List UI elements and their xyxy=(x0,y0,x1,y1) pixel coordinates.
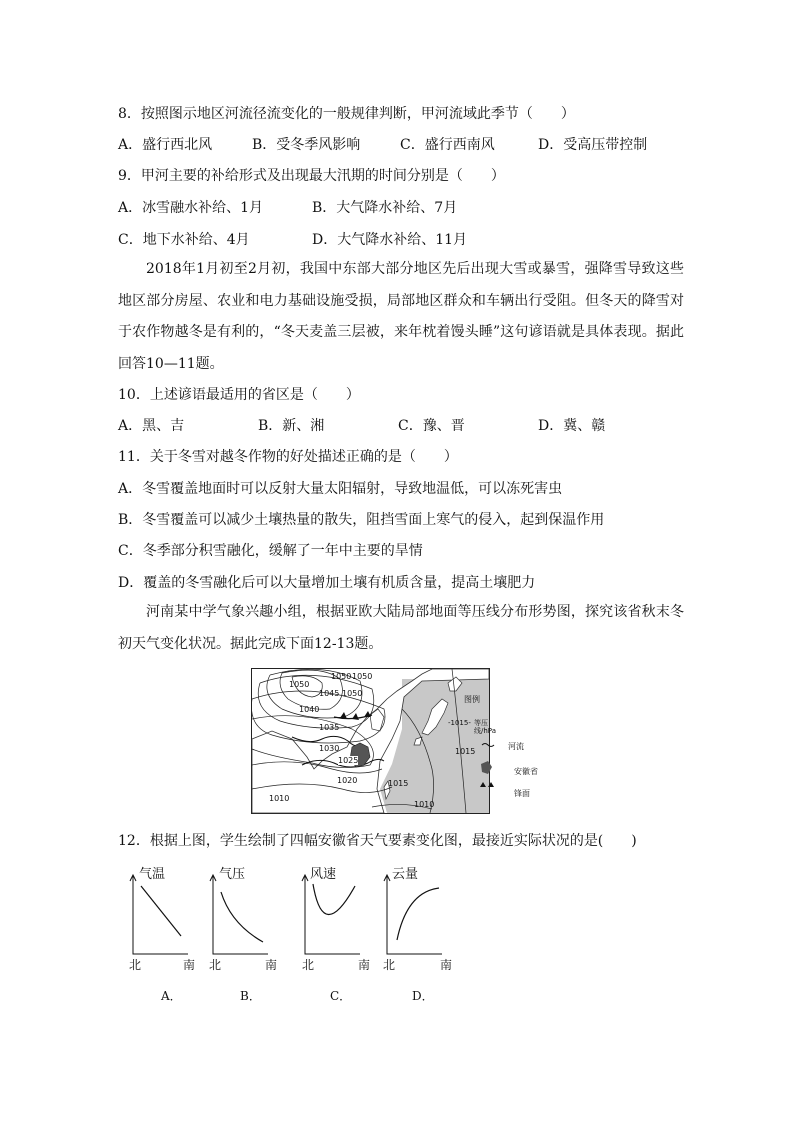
q10-option-c: C．豫、晋 xyxy=(398,418,465,434)
q11-option-a: A．冬雪覆盖地面时可以反射大量太阳辐射，导致地温低，可以冻死害虫 xyxy=(118,481,563,497)
chart-b-title: 气压 xyxy=(219,867,246,882)
isobar-label: 1015 xyxy=(455,747,476,756)
chart-b-x-left: 北 xyxy=(209,958,222,972)
legend-isobar-sample: -1015- xyxy=(448,719,471,727)
chart-a-x-left: 北 xyxy=(129,958,142,972)
q8-option-b: B．受冬季风影响 xyxy=(252,137,361,153)
legend-title: 图例 xyxy=(464,695,480,704)
q9-option-b: B．大气降水补给、7月 xyxy=(312,200,458,216)
mini-chart-axes xyxy=(213,876,268,954)
isobar-label: 1050 xyxy=(352,672,373,681)
q9-stem: 9．甲河主要的补给形式及出现最大汛期的时间分别是（ ） xyxy=(118,168,505,184)
q9-option-c: C．地下水补给、4月 xyxy=(118,232,250,248)
isobar-label: 1015 xyxy=(388,779,409,788)
isobar-label: 1010 xyxy=(414,800,435,809)
q10-stem: 10．上述谚语最适用的省区是（ ） xyxy=(118,387,360,403)
q11-option-b: B．冬雪覆盖可以减少土壤热量的散失，阻挡雪面上寒气的侵入，起到保温作用 xyxy=(118,512,605,528)
q8-option-c: C．盛行西南风 xyxy=(400,137,495,153)
isobar-label: 1025 xyxy=(338,756,359,765)
legend-front-label: 锋面 xyxy=(514,789,530,798)
q10-option-b: B．新、湘 xyxy=(258,418,325,434)
passage-snow: 2018年1月初至2月初，我国中东部大部分地区先后出现大雪或暴雪，强降雪导致这些地区部分房屋、农业和电力基础设施受损，局部地区群众和车辆出行受阻。但冬天的降雪对于农作物越冬是有利的，“冬天麦盖三层被，来年枕着馒头睡”这句谚语就是具体表现。据此回答10—11题。 xyxy=(118,261,684,372)
q11-option-c: C．冬季部分积雪融化，缓解了一年中主要的旱情 xyxy=(118,543,423,559)
q10-option-d: D．冀、赣 xyxy=(538,418,606,434)
isobar-label: 1030 xyxy=(319,744,340,753)
chart-a-x-right: 南 xyxy=(183,958,196,972)
chart-c-x-right: 南 xyxy=(358,958,371,972)
legend-isobar-label: 等压线/hPa xyxy=(474,719,496,735)
chart-c-x-left: 北 xyxy=(302,958,315,972)
isobar-label: 1010 xyxy=(269,794,290,803)
q10-option-a: A．黑、吉 xyxy=(118,418,185,434)
legend-anhui-label: 安徽省 xyxy=(514,767,538,776)
isobar-label: 1020 xyxy=(337,776,358,785)
isobar-label: 1050 xyxy=(342,689,363,698)
chart-b-x-right: 南 xyxy=(265,958,278,972)
chart-b-letter: B． xyxy=(240,989,261,1003)
isobar-label: 1050 xyxy=(289,680,310,689)
legend-river-label: 河流 xyxy=(508,742,524,751)
isobar-label: 1050 xyxy=(331,672,352,681)
q11-option-d: D．覆盖的冬雪融化后可以大量增加土壤有机质含量，提高土壤肥力 xyxy=(118,575,536,591)
mini-chart-axes xyxy=(133,876,188,954)
chart-c-title: 风速 xyxy=(310,867,337,882)
mini-chart-trend-line xyxy=(141,886,181,936)
chart-a-title: 气温 xyxy=(139,867,166,882)
chart-d-x-left: 北 xyxy=(383,958,396,972)
isobar-label: 1045 xyxy=(319,689,340,698)
q8-option-a: A．盛行西北风 xyxy=(118,137,213,153)
q9-option-d: D．大气降水补给、11月 xyxy=(312,232,468,248)
q11-stem: 11．关于冬雪对越冬作物的好处描述正确的是（ ） xyxy=(118,449,458,465)
mini-chart-trend-line xyxy=(397,888,439,940)
mini-chart-trend-line xyxy=(313,884,355,915)
isobar-label: 1040 xyxy=(299,705,320,714)
q9-option-a: A．冰雪融水补给、1月 xyxy=(118,200,264,216)
passage-weather: 河南某中学气象兴趣小组，根据亚欧大陆局部地面等压线分布形势图，探究该省秋末冬初天气变化状况。据此完成下面12-13题。 xyxy=(118,604,684,652)
chart-d-title: 云量 xyxy=(392,867,419,882)
mini-chart-axes xyxy=(387,876,442,954)
q12-stem: 12．根据上图，学生绘制了四幅安徽省天气要素变化图，最接近实际状况的是( ) xyxy=(118,833,637,849)
q8-option-d: D．受高压带控制 xyxy=(538,137,648,153)
mini-chart-trend-line xyxy=(221,892,263,942)
chart-d-x-right: 南 xyxy=(440,958,453,972)
isobar-label: 1035 xyxy=(319,723,340,732)
chart-c-letter: C． xyxy=(330,989,352,1003)
chart-d-letter: D． xyxy=(412,989,434,1003)
q8-stem: 8．按照图示地区河流径流变化的一般规律判断，甲河流域此季节（ ） xyxy=(118,106,575,122)
chart-a-letter: A． xyxy=(161,989,182,1003)
